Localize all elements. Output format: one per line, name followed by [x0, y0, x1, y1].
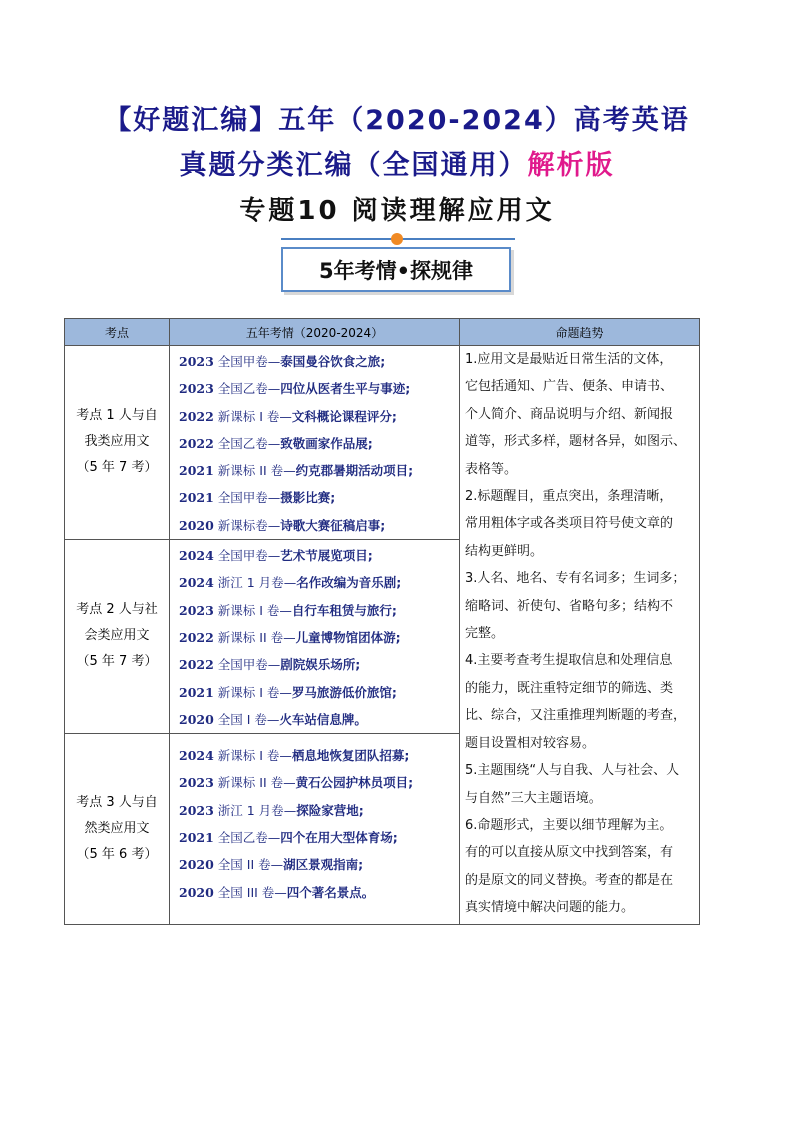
banner-dot-icon — [391, 233, 403, 245]
list-item: 2023 全国乙卷—四位从医者生平与事迹; — [179, 381, 411, 397]
banner-text: 5年考情•探规律 — [318, 258, 474, 283]
trend-line: 4.主要考查考生提取信息和处理信息 — [465, 653, 673, 669]
trend-line: 2.标题醒目，重点突出，条理清晰， — [465, 489, 673, 505]
trend-line: 有的可以直接从原文中找到答案，有 — [465, 845, 674, 861]
trend-line: 6.命题形式，主要以细节理解为主。 — [465, 817, 673, 833]
list-item: 2023 新课标 II 卷—黄石公园护林员项目; — [179, 775, 414, 791]
trend-line: 个人简介、商品说明与介绍、新闻报 — [465, 406, 674, 422]
title-line-2 — [0, 143, 794, 182]
trend-line: 结构更鲜明。 — [465, 543, 544, 559]
trend-line: 的能力，既注重特定细节的筛选、类 — [465, 680, 674, 696]
trend-line: 与自然”三大主题语境。 — [465, 790, 602, 806]
trend-line: 比、综合，又注重推理判断题的考查， — [465, 708, 687, 724]
list-item: 2024 浙江 1 月卷—名作改编为音乐剧; — [179, 575, 402, 591]
trend-line: 常用粗体字或各类项目符号使文章的 — [465, 516, 674, 532]
title-line-2-main: 真题分类汇编（全国通用） — [179, 150, 528, 181]
point-line: （5 年 6 考） — [76, 847, 158, 863]
list-item: 2023 新课标 I 卷—自行车租赁与旅行; — [179, 602, 397, 618]
table-row — [65, 346, 700, 540]
list-item: 2020 新课标卷—诗歌大赛征稿启事; — [179, 517, 386, 533]
list-item: 2022 新课标 II 卷—儿童博物馆团体游; — [179, 629, 401, 645]
point-line: 考点 2 人与社 — [76, 602, 158, 618]
list-item: 2022 全国甲卷—剧院娱乐场所; — [179, 657, 361, 673]
list-item: 2021 新课标 II 卷—约克郡暑期活动项目; — [179, 463, 414, 479]
trend-line: 它包括通知、广告、便条、申请书、 — [465, 379, 674, 395]
trend-line: 道等，形式多样，题材各异，如图示、 — [465, 434, 687, 450]
list-item: 2024 新课标 I 卷—栖息地恢复团队招募; — [179, 748, 410, 764]
trend-line: 完整。 — [465, 626, 505, 642]
header-history: 五年考情（2020-2024） — [170, 319, 460, 346]
banner-box — [281, 247, 511, 292]
history-cell — [170, 540, 460, 734]
header-point: 考点 — [65, 319, 170, 346]
list-item: 2022 全国乙卷—致敬画家作品展; — [179, 435, 373, 451]
exam-analysis-table — [64, 318, 700, 925]
table-header-row — [65, 319, 700, 346]
point-cell — [65, 734, 170, 925]
history-cell — [170, 346, 460, 540]
title-highlight: 解析版 — [527, 150, 615, 181]
topic-title: 专题10 阅读理解应用文 — [239, 196, 555, 226]
trend-line: 真实情境中解决问题的能力。 — [465, 900, 635, 916]
list-item: 2021 全国乙卷—四个在用大型体育场; — [179, 830, 398, 846]
history-cell — [170, 734, 460, 925]
list-item: 2020 全国 I 卷—火车站信息牌。 — [179, 711, 367, 727]
list-item: 2021 新课标 I 卷—罗马旅游低价旅馆; — [179, 684, 397, 700]
trend-line: 题目设置相对较容易。 — [465, 735, 596, 751]
trend-line: 3.人名、地名、专有名词多；生词多； — [465, 571, 686, 587]
point-cell — [65, 540, 170, 734]
header-trend: 命题趋势 — [460, 319, 700, 346]
list-item: 2022 新课标 I 卷—文科概论课程评分; — [179, 408, 397, 424]
trend-line: 5.主题围绕“人与自我、人与社会、人 — [465, 763, 680, 779]
point-line: 考点 3 人与自 — [76, 795, 158, 811]
point-line: （5 年 7 考） — [76, 654, 158, 670]
trend-line: 缩略词、祈使句、省略句多；结构不 — [465, 598, 674, 614]
point-line: 然类应用文 — [84, 821, 150, 837]
trend-cell — [460, 346, 700, 925]
list-item: 2023 全国甲卷—泰国曼谷饮食之旅; — [179, 354, 386, 369]
list-item: 2020 全国 III 卷—四个著名景点。 — [179, 884, 375, 900]
list-item: 2021 全国甲卷—摄影比赛; — [179, 490, 336, 506]
point-cell — [65, 346, 170, 540]
point-line: 我类应用文 — [84, 434, 150, 449]
list-item: 2020 全国 II 卷—湖区景观指南; — [179, 857, 364, 873]
trend-line: 表格等。 — [465, 461, 518, 477]
point-line: 会类应用文 — [84, 628, 150, 644]
point-line: （5 年 7 考） — [76, 460, 158, 475]
trend-line: 1.应用文是最贴近日常生活的文体， — [465, 352, 673, 367]
title-line-1: 【好题汇编】五年（2020-2024）高考英语 — [104, 105, 690, 136]
point-line: 考点 1 人与自 — [76, 408, 158, 423]
list-item: 2024 全国甲卷—艺术节展览项目; — [179, 548, 373, 564]
list-item: 2023 浙江 1 月卷—探险家营地; — [179, 802, 364, 818]
trend-line: 的是原文的同义替换。考查的都是在 — [465, 872, 674, 888]
section-banner — [281, 233, 515, 296]
